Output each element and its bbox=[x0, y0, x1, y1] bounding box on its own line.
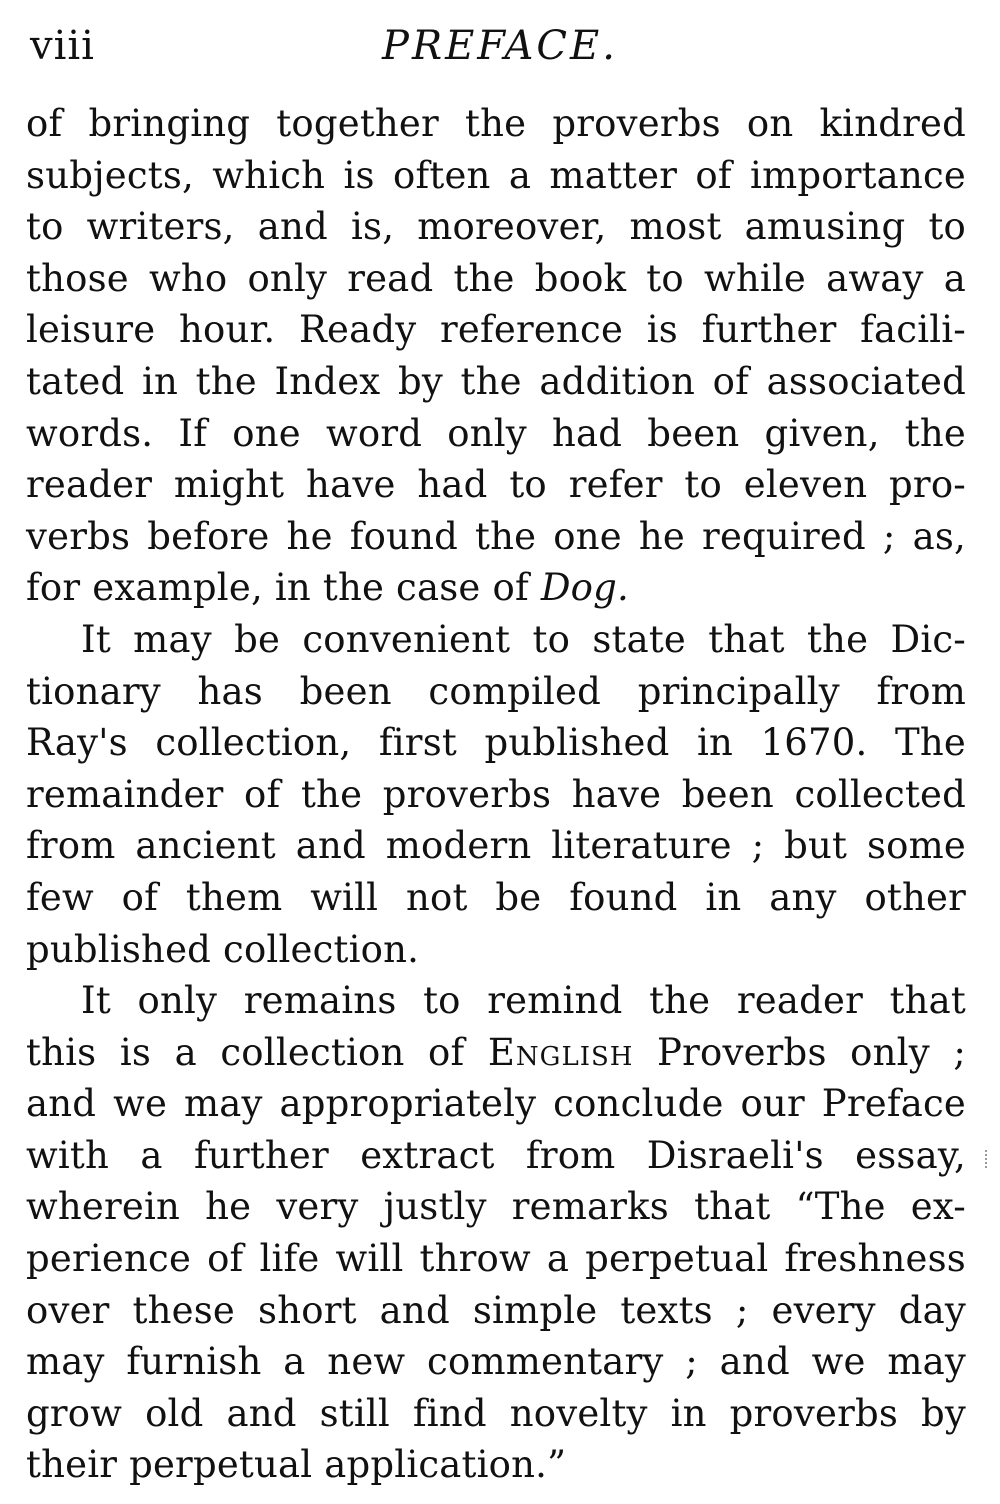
text-line: subjects, which is often a matter of importance bbox=[26, 153, 966, 197]
preface-text bbox=[26, 98, 966, 1491]
text-line: those who only read the book to while away a bbox=[26, 256, 966, 300]
text-line: their perpetual application.” bbox=[26, 1443, 567, 1487]
text-line: It may be convenient to state that the Dic- bbox=[81, 617, 966, 661]
text-line: over these short and simple texts ; every day bbox=[26, 1288, 966, 1332]
text-segment: Proverbs only ; bbox=[633, 1030, 966, 1074]
text-line: grow old and still find novelty in proverbs by bbox=[26, 1391, 966, 1435]
text-line: from ancient and modern literature ; but some bbox=[26, 824, 966, 868]
text-line: perience of life will throw a perpetual freshness bbox=[26, 1237, 966, 1281]
text-line: tionary has been compiled principally from bbox=[26, 669, 966, 713]
italic-word: Dog. bbox=[540, 566, 629, 610]
text-line: of bringing together the proverbs on kindred bbox=[26, 102, 966, 145]
margin-speck bbox=[985, 1150, 993, 1168]
page-number: viii bbox=[30, 23, 95, 69]
text-line: may furnish a new commentary ; and we may bbox=[26, 1340, 966, 1384]
text-line: words. If one word only had been given, the bbox=[26, 411, 966, 455]
smallcaps-word: English bbox=[487, 1030, 634, 1074]
running-title: PREFACE. bbox=[382, 23, 618, 69]
text-line bbox=[26, 1027, 966, 1079]
text-segment: this is a collection of bbox=[26, 1030, 488, 1074]
text-line: leisure hour. Ready reference is further facili- bbox=[26, 308, 966, 352]
text-line: remainder of the proverbs have been collected bbox=[26, 772, 966, 816]
text-line: to writers, and is, moreover, most amusing to bbox=[26, 205, 966, 249]
text-line: published collection. bbox=[26, 927, 420, 971]
text-line: reader might have had to refer to eleven pro- bbox=[26, 463, 966, 507]
text-line: tated in the Index by the addition of associated bbox=[26, 359, 966, 403]
page-header bbox=[30, 16, 970, 76]
text-line: and we may appropriately conclude our Preface bbox=[26, 1082, 966, 1126]
text-line: wherein he very justly remarks that “The ex- bbox=[26, 1185, 966, 1229]
text-line: verbs before he found the one he required ; as, bbox=[26, 514, 966, 558]
text-segment: for example, in the case of bbox=[26, 566, 541, 610]
text-line: with a further extract from Disraeli's essay, bbox=[26, 1133, 966, 1177]
text-line: few of them will not be found in any other bbox=[26, 875, 966, 919]
text-line: It only remains to remind the reader that bbox=[81, 979, 966, 1023]
text-line: Ray's collection, first published in 1670. The bbox=[26, 721, 966, 765]
text-line bbox=[26, 562, 966, 614]
